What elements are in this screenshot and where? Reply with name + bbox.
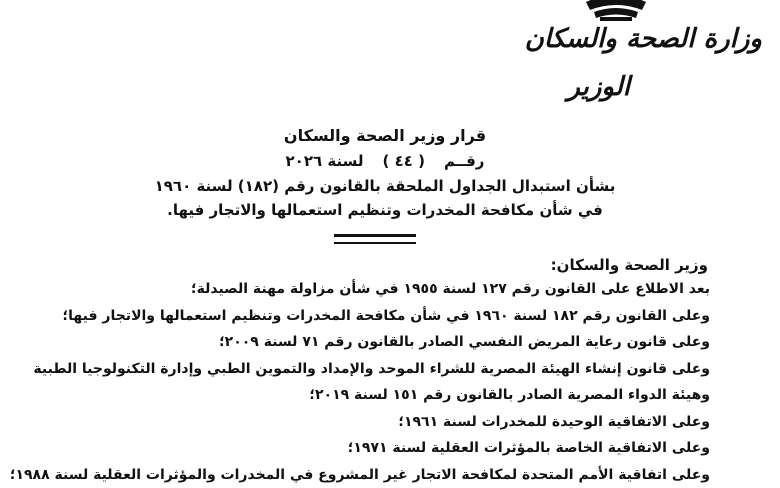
decree-subject-line1: بشأن استبدال الجداول الملحقة بالقانون رقم (١٨٢) لسنة ١٩٦٠ <box>150 177 620 195</box>
preamble-line: بعد الاطلاع على القانون رقم ١٢٧ لسنة ١٩٥٥ في شأن مزاولة مهنة الصيدلة؛ <box>20 276 710 303</box>
title-divider <box>334 234 416 244</box>
preamble-intro: وزير الصحة والسكان: <box>551 256 708 274</box>
decree-number-prefix: رقــم <box>444 152 484 170</box>
preamble-lines <box>20 276 710 488</box>
preamble-line: وعلى الاتفاقية الوحيدة للمخدرات لسنة ١٩٦١؛ <box>20 409 710 436</box>
preamble-line: وعلى قانون رعاية المريض النفسي الصادر بالقانون رقم ٧١ لسنة ٢٠٠٩؛ <box>20 329 710 356</box>
decree-subject-line2: في شأن مكافحة المخدرات وتنظيم استعمالها والاتجار فيها. <box>150 201 620 219</box>
eagle-emblem-icon <box>580 0 652 22</box>
preamble-line: وعلى الاتفاقية الخاصة بالمؤثرات العقلية لسنة ١٩٧١؛ <box>20 435 710 462</box>
decree-number-line <box>150 152 620 170</box>
preamble-line: وهيئة الدواء المصرية الصادر بالقانون رقم ١٥١ لسنة ٢٠١٩؛ <box>20 382 710 409</box>
preamble-line: وعلى القانون رقم ١٨٢ لسنة ١٩٦٠ في شأن مكافحة المخدرات وتنظيم استعمالها والاتجار فيها؛ <box>20 303 710 330</box>
preamble-line: وعلى اتفاقية الأمم المتحدة لمكافحة الاتجار غير المشروع في المخدرات والمؤثرات العقلية لسنة ١٩٨٨؛ <box>20 462 710 488</box>
preamble-line: وعلى قانون إنشاء الهيئة المصرية للشراء الموحد والإمداد والتموين الطبي وإدارة التكنولوجيا الطبية <box>20 356 710 383</box>
ministry-name: وزارة الصحة والسكان <box>525 24 762 54</box>
minister-label: الوزير <box>567 72 630 102</box>
decree-year: لسنة ٢٠٢٦ <box>286 152 364 170</box>
decree-number-value: ( ٤٤ ) <box>369 152 439 170</box>
decree-title: قرار وزير الصحة والسكان <box>150 126 620 145</box>
